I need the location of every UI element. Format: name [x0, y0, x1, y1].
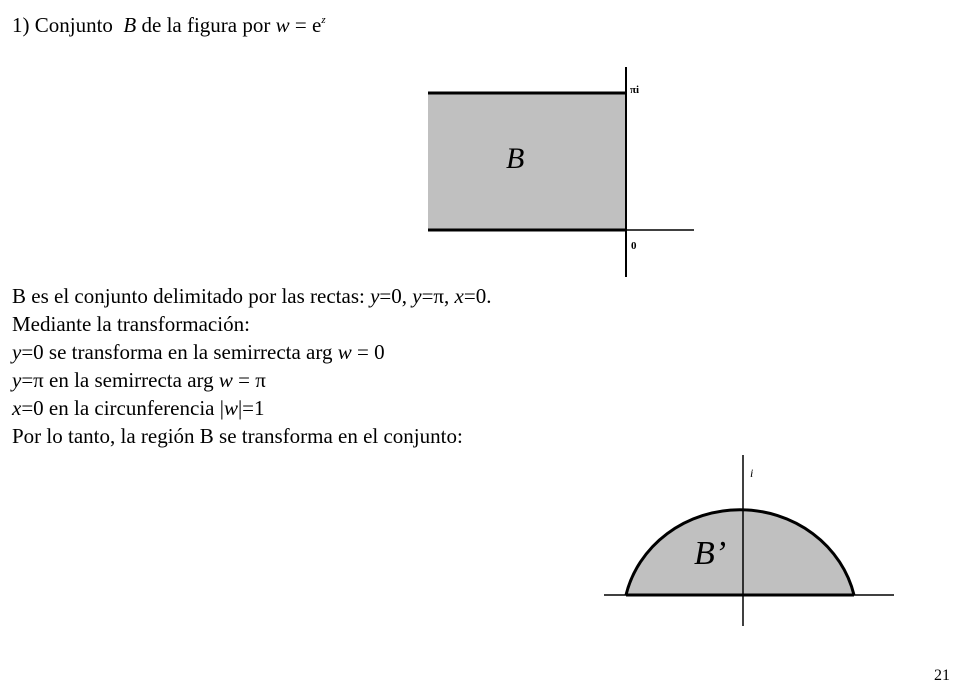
- heading-exponent: z: [321, 14, 326, 26]
- i-label: i: [750, 466, 754, 480]
- page-number: 21: [934, 667, 950, 684]
- problem-heading: [12, 8, 326, 37]
- line4-text-b: = π: [232, 368, 266, 392]
- figure-strip-b: [420, 55, 710, 285]
- body-line-6: [12, 424, 463, 448]
- heading-middle: de la figura por: [141, 13, 271, 37]
- line4-var-w: w: [218, 368, 233, 392]
- line4-var-y: y: [12, 368, 22, 392]
- line3-var-y: y: [12, 340, 22, 364]
- line4-text-a: =π en la semirrecta arg: [21, 368, 219, 392]
- line1-text-c: =π,: [421, 284, 455, 308]
- body-line-5: [12, 396, 265, 420]
- strip-region-label: B: [506, 142, 525, 175]
- line3-var-w: w: [337, 340, 352, 364]
- body-line-3: [12, 340, 385, 364]
- body-line-1: [12, 284, 491, 308]
- line6-text: Por lo tanto, la región B se transforma en el conjunto:: [12, 424, 463, 448]
- line5-text-a: =0 en la circunferencia |: [21, 396, 224, 420]
- line1-var-y1: y: [370, 284, 380, 308]
- strip-region: [428, 93, 626, 230]
- half-disc-region-label: B’: [694, 535, 727, 572]
- body-line-4: [12, 368, 266, 392]
- figure-half-disc-b-prime: [600, 450, 900, 630]
- line1-text-b: =0,: [379, 284, 413, 308]
- heading-prefix: 1) Conjunto: [12, 13, 113, 37]
- heading-set-name: B: [123, 13, 137, 37]
- half-disc-region: [626, 510, 854, 595]
- origin-label: 0: [631, 240, 637, 252]
- line5-text-b: |=1: [237, 396, 265, 420]
- line1-text-d: =0.: [463, 284, 492, 308]
- line3-text-a: =0 se transforma en la semirrecta arg: [21, 340, 338, 364]
- heading-w-variable: w: [275, 13, 290, 37]
- body-line-2: [12, 312, 250, 336]
- pi-i-label: πi: [630, 84, 640, 96]
- line5-var-x: x: [12, 396, 22, 420]
- line1-var-y2: y: [412, 284, 422, 308]
- line1-var-x: x: [454, 284, 464, 308]
- line3-text-b: = 0: [351, 340, 385, 364]
- line2-text: Mediante la transformación:: [12, 312, 250, 336]
- heading-equals: =: [294, 13, 307, 37]
- line1-text-a: B es el conjunto delimitado por las rectas:: [12, 284, 371, 308]
- heading-base: e: [311, 13, 322, 37]
- line5-var-w: w: [223, 396, 238, 420]
